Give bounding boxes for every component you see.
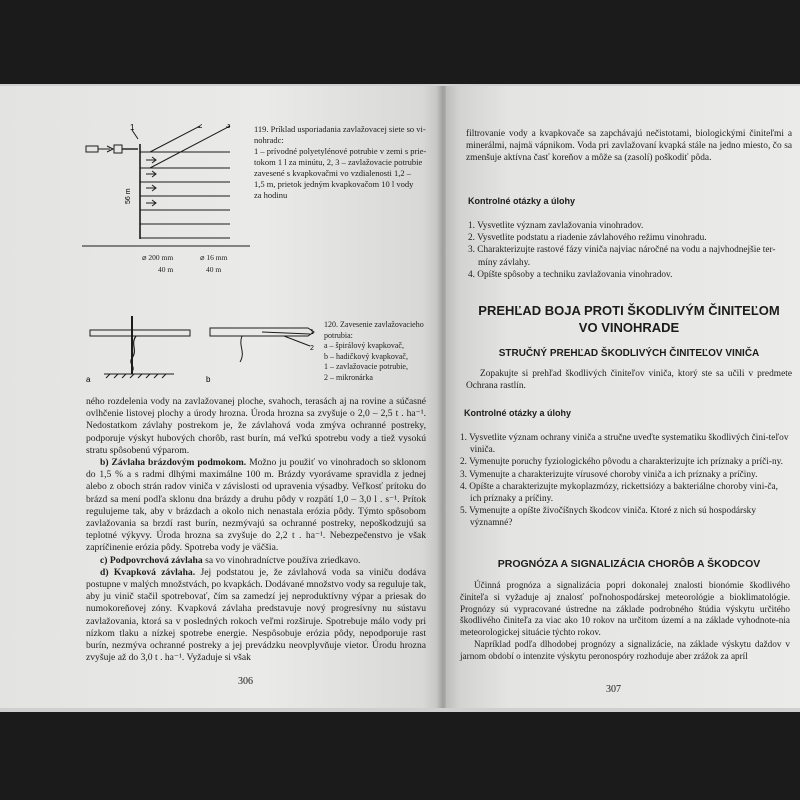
paragraph-sprinkler: ného rozdelenia vody na zavlažovanej ploche, svahoch, terasách aj na rovine a súčasné ovlhčenie listovej plochy a úrody hrozna. Úroda hrozna sa zvyšuje o 2,0 – 2,5 t . ha⁻¹. Nedostatkom závlahy postrekom je, že závlahová voda zmýva ochranné postreky, podporuje výskyt hubových chorôb, rast burín, má veľkú spotrebu vody a tiež vysokú stratu spôsobenú výparom. [86,396,426,456]
chapter-title-line-1: PREHĽAD BOJA PROTI ŠKODLIVÝM ČINITEĽOM [478,303,780,318]
fig119-caption-line: 1 – prívodné polyetylénové potrubie v zemi s prie- [254,146,427,156]
fig119-caption-line: za hodinu [254,190,288,200]
paragraph-subsurface-text: sa vo vinohradníctve používa zriedkavo. [202,554,361,566]
fig119-caption [254,124,434,201]
right-top-text: filtrovanie vody a kvapkovače sa zapchávajú nečistotami, biologickými činiteľmi a minerálmi, najmä vápnikom. Voda pri zavlažovaní kvapká stále na jedno miesto, čo sa zmenšuje aktívna časť koreňov a môže sa (zasolí) poškodiť pôda. [466,129,792,163]
irrigation-network-diagram [80,124,258,250]
list-item: 4. Opíšte spôsoby a techniku zavlažovania vinohradov. [468,269,673,280]
fig120-caption-line: b – hadičkový kvapkovač, [324,351,408,361]
fig120-caption-line: a – špirálový kvapkovač, [324,341,404,350]
fig120-caption-line: potrubia: [324,330,353,340]
paragraph-drip [86,567,426,665]
page-number-left: 306 [238,676,253,687]
list-item: 2. Vysvetlite podstatu a riadenie závlahového režimu vinohradu. [468,233,707,244]
paragraph-drip-heading: d) Kvapková závlaha. [100,566,196,578]
overview-intro: Zopakujte si prehľad škodlivých činiteľov viniča, ktorý ste sa učili v predmete Ochrana rastlín. [466,369,792,391]
fig119-label-2: 2 [198,124,203,130]
paragraph-furrow-heading: b) Závlaha brázdovým podmokom. [100,457,247,469]
fig120-label-2: 2 [310,345,314,352]
paragraph-furrow [86,457,426,555]
fig119-caption-line: 119. Príklad usporiadania zavlažovacej siete so vi- [254,124,426,134]
fig119-label-1: 1 [130,124,135,132]
list-item: 1. Vysvetlite význam ochrany viniča a stručne uveďte systematiku škodlivých čini-teľov viniča. [460,433,789,456]
list-item: 5. Vymenujte a opíšte živočíšnych škodcov viniča. Ktoré z nich sú hospodársky významné? [460,506,756,529]
prognosis-paragraph-1: Účinná prognóza a signalizácia popri dokonalej znalosti bionómie škodlivého činiteľa si vyžaduje aj znalosť poľnohospodárskej meteorológie a bioklimatológie. Prognózy sú vypracované ústredne na základe podrobného štúdia výskytu určitého škodlivého činiteľa za viac ako 10 rokov na určitom území a na základe vyhodnote-nia meteorologickej situácie týchto rokov. [460,580,790,638]
fig119-label-3: 3 [226,124,231,130]
list-item: 2. Vymenujte poruchy fyziologického pôvodu a charakterizujte ich príznaky a príči-ny. [460,457,783,468]
chapter-title-line-2: VO VINOHRADE [578,320,680,335]
chapter-title [466,302,792,336]
fig119-caption-line: tokom 1 l za minútu, 2, 3 – zavlažovacie potrubie [254,157,423,167]
list-item: 3. Vymenujte a charakterizujte vírusové choroby viniča a ich príznaky a príčiny. [460,469,758,480]
list-item: 3. Charakterizujte rastové fázy viniča najviac náročné na vodu a najvhodnejšie ter-míny závlahy. [468,245,776,268]
fig119-length-2: 40 m [206,265,222,274]
fig119-length-1: 40 m [158,265,174,274]
control-questions-heading-2: Kontrolné otázky a úlohy [464,408,572,418]
fig120-label-b: b [206,375,211,384]
control-questions-list-1 [468,220,788,281]
paragraph-subsurface [86,555,426,567]
fig119-caption-line: 1,5 m, prietok jedným kvapkovačom 10 l vody [254,179,414,189]
fig120-caption-line: 120. Zavesenie zavlažovacieho [324,320,424,329]
prognosis-paragraph-2: Napríklad podľa dlhodobej prognózy a signalizácie, na základe výskytu daždov v jarnom období o intenzite výskytu peronospóry rozhoduje aber zrážok za apríl [460,638,790,661]
control-questions-list-2 [460,432,790,530]
left-body-text [86,396,426,664]
paragraph-drip-text: Jej podstatou je, že závlahová voda sa viniču dodáva postupne v malých množstvách, po kvapkách. Dodávané množstvo vody sa reguluje tak, aby ju vinič stačil spotrebovať, čím sa zamedzí jej neproduktívny výpar a priesak do numokoreňovej zóny. Kvapková závlaha predstavuje nový progresívny nu sústavu zavlažovania, ktorá sa v posledných rokoch veľmi rozširuje. Spotrebuje málo vody pri nízkom tlaku a nízkej spotrebe energie. Nespôsobuje erózia pôdy, nepodporuje rast burín, nezmýva ochranné postreky a jej prevádzku neovplyvňuje vietor. Úrodu hrozna zvyšuje až do 3,0 t . ha⁻¹. Vyžaduje si však [86,566,426,664]
fig119-caption-line: zavesené s kvapkovačmi vo vzdialenosti 1,2 – [254,168,411,178]
right-page [446,86,800,708]
paragraph-subsurface-heading: c) Podpovrchová závlaha [100,554,203,566]
fig119-side-length: 56 m [125,188,132,204]
fig120-label-a: a [86,375,91,384]
list-item: 4. Opíšte a charakterizujte mykoplazmózy, rickettsiózy a bakteriálne choroby vini-ča, ich príznaky a príčiny. [460,481,778,505]
list-item: 1. Vysvetlite význam zavlažovania vinohradov. [468,221,644,231]
paragraph-furrow-text: Možno ju použiť vo vinohradoch so sklonom do 1,5 % a s radmi dlhými maximálne 100 m. Brázdy vyorávame spravidla z jednej alebo z oboch strán radov viniča v závislosti od upravenia výsadby. Veľkosť prítoku do brázd sa mení podľa sklonu dna brázdy a druhu pôdy v rozpätí 1,0 – 3,0 l . s⁻¹. Prítok regulujeme tak, aby v brázdach a okolo nich nenastala erózia pôdy. Týmto spôsobom zavlažovania sa brzdí rast burín, nezmývajú sa ochranné postreky, nepoškodzujú sa teplotné výkyvy. Úroda hrozna sa zvyšuje do 2,2 t . ha⁻¹. Nebezpečenstvo je však zapríčinenie erózia pôdy. Spotreba vody je väčšia. [86,457,426,554]
control-questions-heading-1: Kontrolné otázky a úlohy [468,196,576,206]
pipe-suspension-diagram [84,312,316,384]
fig120-caption-line: 1 – zavlažovacie potrubie, [324,362,408,371]
page-number-right: 307 [606,684,621,695]
section-title-prognosis: PROGNÓZA A SIGNALIZÁCIA CHORÔB A ŠKODCOV [497,558,761,570]
fig120-caption-line: 2 – mikronárka [324,372,373,382]
left-page [0,86,440,708]
fig119-diameter-16: ⌀ 16 mm [200,253,228,262]
fig119-diameter-200: ⌀ 200 mm [142,253,174,262]
section-title-overview: STRUČNÝ PREHĽAD ŠKODLIVÝCH ČINITEĽOV VINIČA [498,348,760,359]
fig120-label-1: 1 [310,329,314,336]
prognosis-text [460,580,790,663]
fig119-caption-line: nohradc: [254,135,284,145]
fig120-caption [324,320,438,383]
